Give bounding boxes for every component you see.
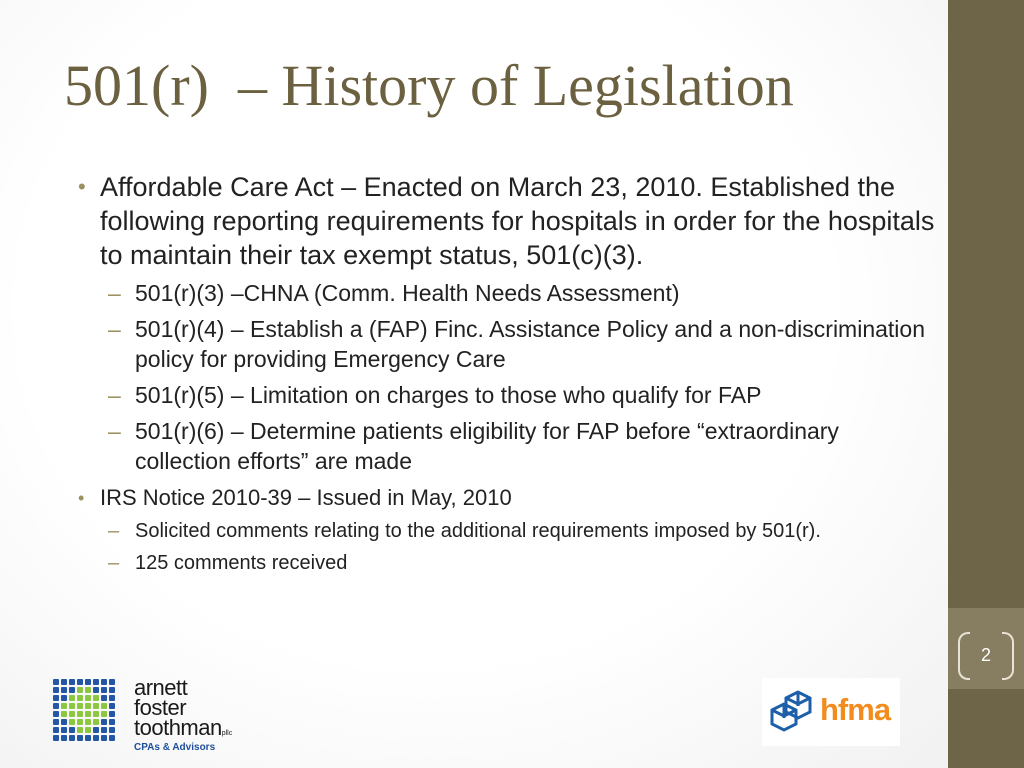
left-brace-icon [958, 632, 970, 680]
hfma-wordmark: hfma [820, 692, 891, 727]
aft-wordmark [134, 675, 233, 744]
bullet-marker: • [78, 488, 85, 508]
sub-bullet-text: Solicited comments relating to the additional requirements imposed by 501(r). [135, 520, 821, 542]
sub-bullet-marker: – [108, 280, 121, 306]
bullet-text: IRS Notice 2010-39 – Issued in May, 2010 [100, 485, 512, 510]
bullet-text: Affordable Care Act – Enacted on March 23, 2010. Established the following reporting requirements for hospitals in order for the hospitals to maintain their tax exempt status, 501(c)(3). [100, 172, 935, 270]
aft-suffix: pllc [221, 730, 233, 737]
aft-line-3: toothmanpllc [134, 715, 233, 740]
aft-grid-icon [52, 678, 116, 742]
sub-bullet-item [78, 380, 938, 410]
sub-bullet-text: 501(r)(3) –CHNA (Comm. Health Needs Assessment) [135, 280, 680, 306]
sub-bullet-item [78, 278, 938, 308]
sub-bullet-item [78, 518, 938, 544]
sub-bullet-item [78, 416, 938, 476]
sub-bullet-text: 125 comments received [135, 552, 348, 574]
sub-bullet-marker: – [108, 418, 121, 444]
slide-title: 501(r) – History of Legislation [64, 53, 794, 118]
arnett-foster-toothman-logo [52, 675, 292, 758]
sub-bullet-item [78, 550, 938, 576]
sub-bullet-marker: – [108, 520, 120, 542]
sub-bullet-text: 501(r)(6) – Determine patients eligibility for FAP before “extraordinary collection efforts” are made [135, 418, 839, 474]
sub-bullet-marker: – [108, 316, 121, 342]
sub-bullet-text: 501(r)(5) – Limitation on charges to those who qualify for FAP [135, 382, 762, 408]
bullet-item [78, 170, 938, 272]
bullet-item [78, 484, 938, 512]
aft-line-1: arnett [134, 675, 188, 700]
page-number: 2 [980, 644, 991, 665]
aft-tagline: CPAs & Advisors [134, 742, 216, 753]
sub-bullet-marker: – [108, 552, 120, 574]
aft-line-2: foster [134, 695, 187, 720]
bullet-marker: • [78, 174, 86, 199]
page-number-badge [956, 630, 1016, 680]
hfma-cube-icon [766, 684, 822, 740]
right-brace-icon [1002, 632, 1014, 680]
sub-bullet-text: 501(r)(4) – Establish a (FAP) Finc. Assistance Policy and a non-discrimination policy for providing Emergency Care [135, 316, 925, 372]
bullet-list [78, 162, 938, 576]
hfma-logo [762, 678, 900, 746]
sub-bullet-item [78, 314, 938, 374]
sub-bullet-marker: – [108, 382, 121, 408]
